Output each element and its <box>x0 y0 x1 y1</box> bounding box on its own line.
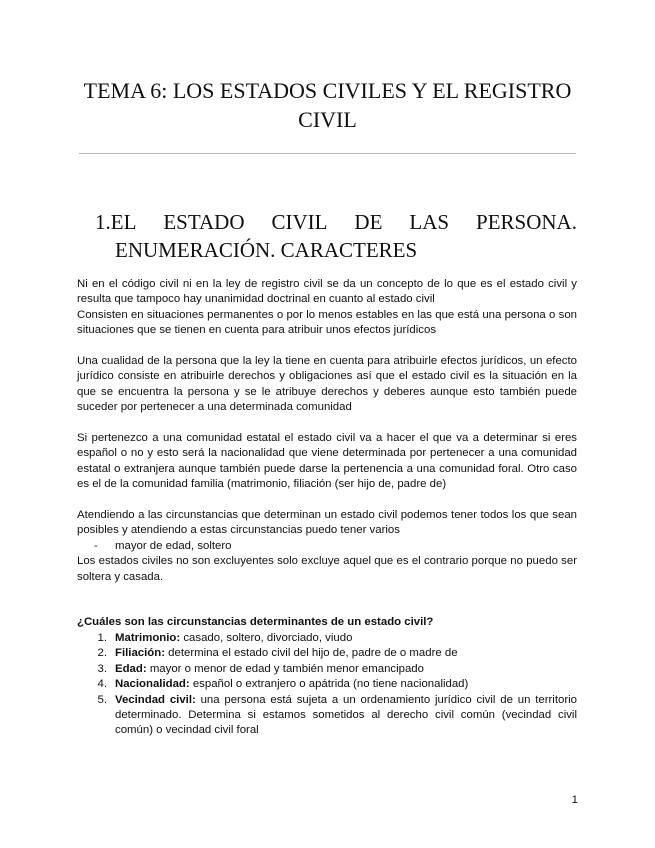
paragraph: Una cualidad de la persona que la ley la tiene en cuenta para atribuirle efectos jurídicos, un efecto jurídico consiste en atribuirle derechos y obligaciones así que el estado civil es la situación en la que se encuentra la persona y se le atribuye derechos y deberes aunque esto también puede suceder por pertenecer a una determinada comunidad <box>77 355 577 414</box>
heading-word: LAS <box>409 210 450 234</box>
horizontal-divider <box>79 153 576 154</box>
heading-word: DE <box>354 210 383 234</box>
dash-bullet: - <box>94 539 98 552</box>
paragraph: Consisten en situaciones permanentes o por lo menos estables en las que está una persona o son situaciones que se tienen en cuenta para atribuir unos efectos jurídicos <box>77 308 577 337</box>
list-item: 3. Edad: mayor o menor de edad y también menor emancipado <box>97 662 424 675</box>
list-item: 1. Matrimonio: casado, soltero, divorciado, viudo <box>97 631 353 644</box>
circumstances-list <box>77 631 577 739</box>
paragraph: Si pertenezco a una comunidad estatal el estado civil va a hacer el que va a determinar si eres español o no y esto será la nacionalidad que viene determinada por pertenecer a una comunidad estatal o extranjera aunque también puede darse la pertenencia a una comunidad foral. Otro caso es el de la comunidad familia (matrimonio, filiación (ser hijo de, padre de) <box>77 432 577 491</box>
heading-word: CIVIL <box>271 210 328 234</box>
question-heading: ¿Cuáles son las circunstancias determinantes de un estado civil? <box>77 616 434 629</box>
section-heading-line-1 <box>95 208 577 236</box>
paragraph: Atendiendo a las circunstancias que determinan un estado civil podemos tener todos los que sean posibles y atendiendo a estas circunstancias puedo tener varios <box>77 509 577 537</box>
section-number: 1.EL <box>95 210 137 234</box>
list-item: 5. Vecindad civil: una persona está sujeta a un ordenamiento jurídico civil de un territorio determinado. Determina si estamos sometidos al derecho civil común (vecindad civil común) o vecindad civil foral <box>97 693 577 737</box>
list-item: 4. Nacionalidad: español o extranjero o apátrida (no tiene nacionalidad) <box>97 678 469 691</box>
list-item: 2. Filiación: determina el estado civil del hijo de, padre de o madre de <box>97 647 458 660</box>
section-heading-line-2: ENUMERACIÓN. CARACTERES <box>115 238 418 262</box>
body-text <box>77 277 577 739</box>
heading-word: PERSONA. <box>476 210 577 234</box>
page-number: 1 <box>571 794 578 806</box>
document-title: TEMA 6: LOS ESTADOS CIVILES Y EL REGISTRO CIVIL <box>83 78 572 132</box>
paragraph: Ni en el código civil ni en la ley de registro civil se da un concepto de lo que es el estado civil y resulta que tampoco hay unanimidad doctrinal en cuanto al estado civil <box>77 278 577 306</box>
paragraph: Los estados civiles no son excluyentes solo excluye aquel que es el contrario porque no puedo ser soltera y casada. <box>77 555 577 583</box>
heading-word: ESTADO <box>163 210 245 234</box>
dash-list-item <box>77 539 577 554</box>
dash-list-text: mayor de edad, soltero <box>115 539 232 552</box>
section-heading <box>95 208 577 264</box>
